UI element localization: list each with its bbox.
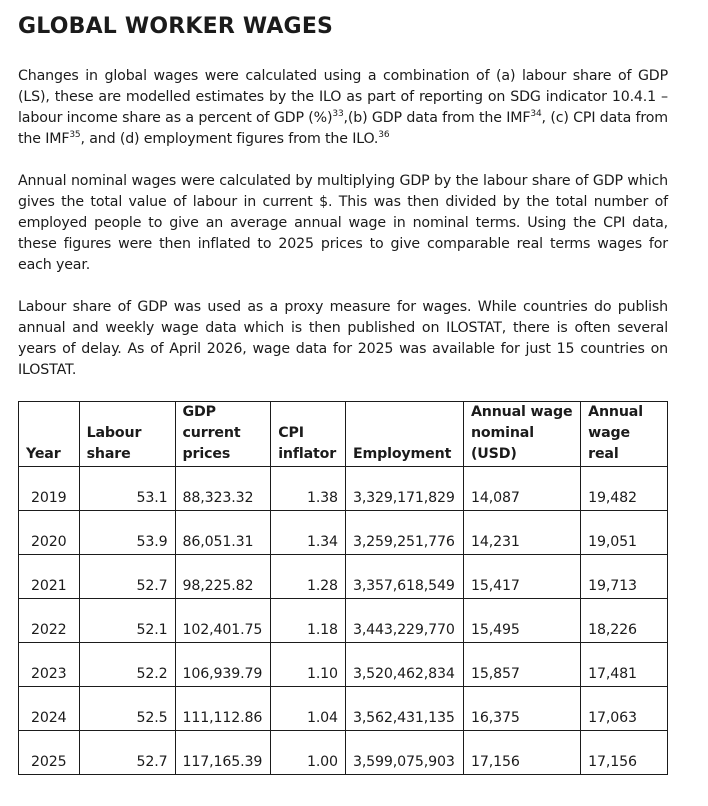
cell-cpi: 1.18 — [271, 599, 346, 643]
cell-cpi: 1.38 — [271, 467, 346, 511]
table-header-row — [19, 402, 668, 467]
footnote-ref[interactable]: 35 — [69, 130, 81, 140]
wages-table — [18, 401, 668, 775]
cell-wage-real: 19,482 — [581, 467, 668, 511]
header-annual-wage-real: Annual wage real — [581, 402, 668, 467]
cell-gdp: 102,401.75 — [175, 599, 271, 643]
table-row — [19, 643, 668, 687]
cell-wage-nominal: 15,495 — [463, 599, 580, 643]
paragraph-text: ,(b) GDP data from the IMF — [343, 110, 531, 126]
cell-wage-real: 17,156 — [581, 731, 668, 775]
footnote-ref[interactable]: 36 — [378, 130, 390, 140]
cell-employment: 3,443,229,770 — [345, 599, 463, 643]
header-annual-wage-nominal: Annual wage nominal (USD) — [463, 402, 580, 467]
header-labour-share: Labour share — [79, 402, 175, 467]
cell-labour-share: 52.1 — [79, 599, 175, 643]
table-row — [19, 599, 668, 643]
header-cpi: CPI inflator — [271, 402, 346, 467]
cell-cpi: 1.34 — [271, 511, 346, 555]
cell-gdp: 106,939.79 — [175, 643, 271, 687]
table-row — [19, 555, 668, 599]
cell-wage-nominal: 14,087 — [463, 467, 580, 511]
cell-wage-real: 19,051 — [581, 511, 668, 555]
cell-cpi: 1.00 — [271, 731, 346, 775]
cell-cpi: 1.04 — [271, 687, 346, 731]
paragraph-methodology — [18, 66, 668, 150]
cell-employment: 3,329,171,829 — [345, 467, 463, 511]
table-row — [19, 511, 668, 555]
cell-year: 2023 — [19, 643, 80, 687]
table-row — [19, 687, 668, 731]
cell-wage-nominal: 15,857 — [463, 643, 580, 687]
cell-gdp: 111,112.86 — [175, 687, 271, 731]
cell-labour-share: 52.5 — [79, 687, 175, 731]
cell-wage-real: 17,063 — [581, 687, 668, 731]
cell-employment: 3,520,462,834 — [345, 643, 463, 687]
cell-year: 2025 — [19, 731, 80, 775]
paragraph-calculation: Annual nominal wages were calculated by multiplying GDP by the labour share of GDP which gives the total value of labour in current $. This was then divided by the total number of employed people to give an average annual wage in nominal terms. Using the CPI data, these figures were then inflated to 2025 prices to give comparable real terms wages for each year. — [18, 173, 668, 273]
cell-year: 2024 — [19, 687, 80, 731]
cell-labour-share: 53.1 — [79, 467, 175, 511]
footnote-ref[interactable]: 34 — [530, 109, 542, 119]
cell-labour-share: 52.7 — [79, 731, 175, 775]
cell-labour-share: 53.9 — [79, 511, 175, 555]
cell-labour-share: 52.2 — [79, 643, 175, 687]
paragraph-proxy: Labour share of GDP was used as a proxy measure for wages. While countries do publish annual and weekly wage data which is then published on ILOSTAT, there is often several years of delay. As of April 2026, wage data for 2025 was available for just 15 countries on ILOSTAT. — [18, 299, 668, 378]
paragraph-text: , (c) CPI data from the IMF — [18, 110, 668, 147]
cell-gdp: 88,323.32 — [175, 467, 271, 511]
cell-employment: 3,259,251,776 — [345, 511, 463, 555]
footnote-ref[interactable]: 33 — [332, 109, 344, 119]
cell-employment: 3,562,431,135 — [345, 687, 463, 731]
cell-wage-nominal: 14,231 — [463, 511, 580, 555]
cell-wage-nominal: 15,417 — [463, 555, 580, 599]
cell-wage-real: 19,713 — [581, 555, 668, 599]
cell-wage-nominal: 17,156 — [463, 731, 580, 775]
document-page — [18, 12, 668, 770]
cell-cpi: 1.10 — [271, 643, 346, 687]
cell-year: 2020 — [19, 511, 80, 555]
cell-wage-nominal: 16,375 — [463, 687, 580, 731]
cell-employment: 3,357,618,549 — [345, 555, 463, 599]
cell-wage-real: 18,226 — [581, 599, 668, 643]
table-row — [19, 467, 668, 511]
cell-gdp: 117,165.39 — [175, 731, 271, 775]
cell-cpi: 1.28 — [271, 555, 346, 599]
cell-labour-share: 52.7 — [79, 555, 175, 599]
paragraph-text: , and (d) employment figures from the ILO. — [80, 131, 379, 147]
cell-employment: 3,599,075,903 — [345, 731, 463, 775]
cell-year: 2019 — [19, 467, 80, 511]
paragraph-text: Changes in global wages were calculated using a combination of (a) labour share of GDP (LS), these are modelled estimates by the ILO as part of reporting on SDG indicator 10.4.1 – labour income share as a percent of GDP (%) — [18, 68, 668, 126]
cell-year: 2022 — [19, 599, 80, 643]
cell-gdp: 98,225.82 — [175, 555, 271, 599]
cell-gdp: 86,051.31 — [175, 511, 271, 555]
header-year: Year — [19, 402, 80, 467]
header-gdp: GDP current prices — [175, 402, 271, 467]
page-title: GLOBAL WORKER WAGES — [18, 14, 334, 39]
table-row — [19, 731, 668, 775]
header-employment: Employment — [345, 402, 463, 467]
cell-wage-real: 17,481 — [581, 643, 668, 687]
cell-year: 2021 — [19, 555, 80, 599]
